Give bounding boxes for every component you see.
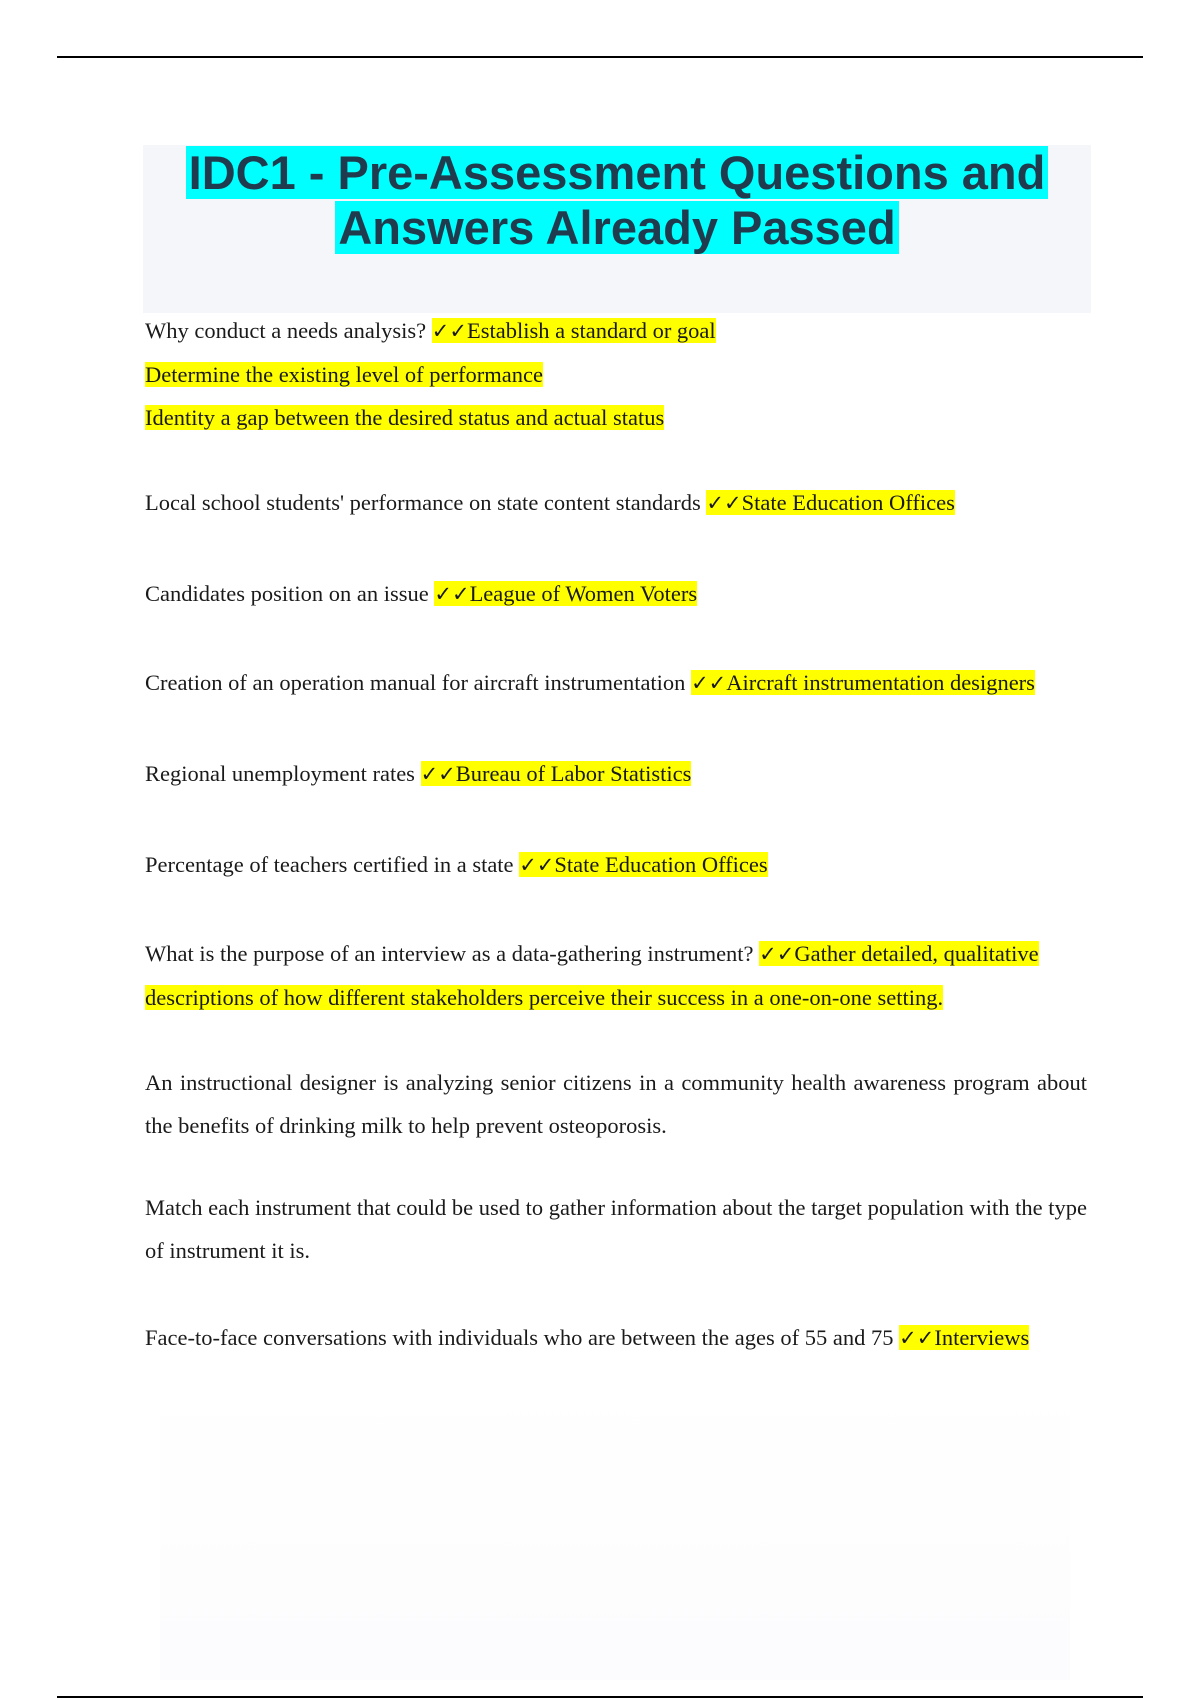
qa-item-student-performance [145,481,1087,525]
answer-highlight [691,670,1035,695]
answer-text: Bureau of Labor Statistics [455,761,692,786]
title-line-2: Answers Already Passed [335,201,898,254]
double-check-icon: ✓✓ [691,671,727,695]
answer-highlight [434,581,697,606]
qa-item-needs-analysis [145,309,1087,439]
double-check-icon: ✓✓ [431,319,467,343]
answer-text: State Education Offices [554,852,768,877]
double-check-icon: ✓✓ [519,853,555,877]
question-text: Face-to-face conversations with individuals who are between the ages of 55 and 75 [145,1325,894,1350]
answer-text: State Education Offices [741,490,955,515]
qa-item-candidates-position [145,572,1087,616]
answer-highlight [899,1325,1029,1350]
paragraph-instructional-designer: An instructional designer is analyzing senior citizens in a community health awareness program about the benefits of drinking milk to help prevent osteoporosis. [145,1070,1087,1138]
double-check-icon: ✓✓ [899,1326,935,1350]
question-text: Why conduct a needs analysis? [145,318,427,343]
top-rule [57,56,1143,58]
answer-highlight [421,761,692,786]
answer-text: Establish a standard or goal [466,318,716,343]
double-check-icon: ✓✓ [759,942,795,966]
answer-text: League of Women Voters [469,581,698,606]
question-text: Candidates position on an issue [145,581,429,606]
answer-text: Aircraft instrumentation designers [726,670,1035,695]
question-text: Percentage of teachers certified in a state [145,852,514,877]
blank-page-area [160,1380,1070,1680]
answer-highlight [519,852,767,877]
question-text: What is the purpose of an interview as a data-gathering instrument? [145,941,754,966]
answer-highlight [706,490,954,515]
qa-item-face-to-face [145,1316,1087,1360]
double-check-icon: ✓✓ [434,582,470,606]
qa-item-teachers-certified [145,843,1087,887]
title-line-1: IDC1 - Pre-Assessment Questions and [186,146,1049,199]
answer-text: Interviews [934,1325,1030,1350]
question-text: Creation of an operation manual for aircraft instrumentation [145,670,686,695]
qa-item-operation-manual [145,661,1087,705]
answer-highlight [432,318,716,343]
document-title [143,145,1091,255]
double-check-icon: ✓✓ [706,491,742,515]
answer-text-line-3: Identity a gap between the desired status and actual status [145,405,665,430]
answer-text: Gather detailed, qualitative descriptions of how different stakeholders perceive their success in a one-on-one setting. [145,941,1039,1010]
question-text: Local school students' performance on state content standards [145,490,701,515]
question-text: Regional unemployment rates [145,761,415,786]
answer-text-line-2: Determine the existing level of performance [145,362,543,387]
bottom-rule [57,1696,1143,1698]
double-check-icon: ✓✓ [420,762,456,786]
qa-item-unemployment-rates [145,752,1087,796]
qa-item-interview-purpose [145,932,1087,1019]
paragraph-match-instruments: Match each instrument that could be used to gather information about the target population with the type of instrument it is. [145,1195,1087,1263]
